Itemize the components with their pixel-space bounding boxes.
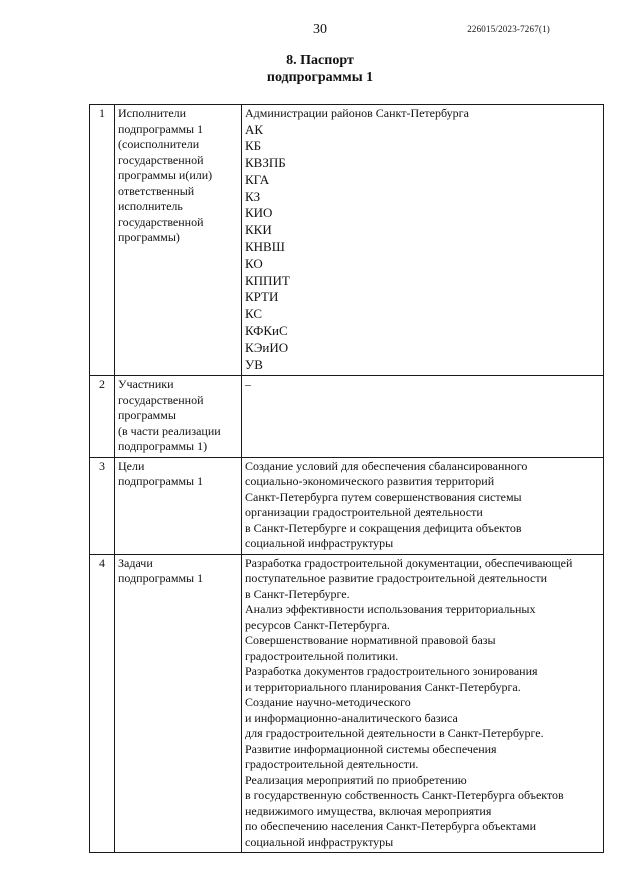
- section-title-line-2: подпрограммы 1: [266, 70, 374, 85]
- label-line: (соисполнители: [118, 137, 200, 151]
- label-line: подпрограммы 1: [118, 121, 204, 136]
- row-value: [242, 457, 604, 554]
- row-number: 1: [90, 105, 115, 376]
- section-title: [0, 52, 640, 86]
- label-line: Исполнители: [118, 106, 187, 120]
- value-line: КЗ: [245, 188, 261, 204]
- value-line: ККИ: [245, 222, 272, 238]
- value-line: Администрации районов Санкт-Петербурга: [245, 106, 469, 120]
- value-line: в государственную собственность Санкт-Петербурга объектов: [245, 788, 564, 803]
- label-line: подпрограммы 1: [118, 571, 204, 586]
- row-label: [115, 376, 242, 458]
- page-number: 30: [313, 22, 327, 37]
- value-line: Реализация мероприятий по приобретению: [245, 772, 467, 787]
- value-line: КС: [245, 306, 263, 322]
- row-value: [242, 376, 604, 458]
- value-line: ресурсов Санкт-Петербурга.: [245, 617, 390, 632]
- row-value: [242, 105, 604, 376]
- value-line: КО: [245, 255, 263, 271]
- value-line: в Санкт-Петербурге.: [245, 586, 350, 601]
- label-line: Цели: [118, 458, 145, 473]
- table-row: [90, 376, 604, 458]
- value-line: социальной инфраструктуры: [245, 834, 394, 849]
- value-line: для градостроительной деятельности в Санкт-Петербурге.: [245, 726, 544, 741]
- document-code: 226015/2023-7267(1): [467, 24, 550, 34]
- table-row: [90, 457, 604, 554]
- section-title-line-1: 8. Паспорт: [286, 53, 354, 68]
- label-line: государственной: [118, 152, 204, 167]
- value-line: КЭиИО: [245, 339, 289, 355]
- row-label: [115, 457, 242, 554]
- row-number: 4: [90, 554, 115, 853]
- row-label: [115, 554, 242, 853]
- value-line: КГА: [245, 171, 270, 187]
- value-line: социально-экономического развития территорий: [245, 474, 495, 489]
- label-line: (в части реализации: [118, 423, 221, 438]
- value-line: КНВШ: [245, 239, 285, 255]
- row-value: [242, 554, 604, 853]
- value-line: Совершенствование нормативной правовой базы: [245, 633, 496, 648]
- label-line: программы: [118, 408, 176, 423]
- value-line: и информационно-аналитического базиса: [245, 710, 458, 725]
- value-line: Анализ эффективности использования территориальных: [245, 602, 536, 617]
- value-line: УВ: [245, 356, 263, 372]
- value-line: Разработка градостроительной документации, обеспечивающей: [245, 555, 573, 570]
- value-line: Санкт-Петербурга путем совершенствования системы: [245, 489, 522, 504]
- label-line: государственной: [118, 392, 204, 407]
- value-line: в Санкт-Петербурге и сокращения дефицита объектов: [245, 520, 522, 535]
- value-line: градостроительной политики.: [245, 648, 399, 663]
- value-line: КППИТ: [245, 272, 290, 288]
- table-row: [90, 554, 604, 853]
- value-line: градостроительной деятельности.: [245, 757, 419, 772]
- label-line: государственной: [118, 214, 204, 229]
- row-label: [115, 105, 242, 376]
- row-number: 2: [90, 376, 115, 458]
- row-number: 3: [90, 457, 115, 554]
- label-line: исполнитель: [118, 199, 183, 213]
- label-line: программы): [118, 230, 180, 244]
- value-line: Разработка документов градостроительного зонирования: [245, 664, 538, 679]
- value-line: КИО: [245, 205, 273, 221]
- value-line: АК: [245, 121, 264, 137]
- value-line: –: [245, 377, 251, 392]
- label-line: подпрограммы 1): [118, 439, 208, 454]
- label-line: ответственный: [118, 183, 195, 198]
- passport-table: [89, 104, 604, 853]
- value-line: КБ: [245, 138, 262, 154]
- value-line: по обеспечению населения Санкт-Петербурга объектами: [245, 819, 537, 834]
- label-line: программы и(или): [118, 168, 213, 182]
- value-line: организации градостроительной деятельности: [245, 505, 483, 520]
- value-line: и территориального планирования Санкт-Петербурга.: [245, 679, 521, 694]
- value-line: Создание условий для обеспечения сбалансированного: [245, 458, 528, 473]
- table-row: [90, 105, 604, 376]
- value-line: КФКиС: [245, 323, 288, 339]
- value-line: Развитие информационной системы обеспечения: [245, 741, 497, 756]
- value-line: недвижимого имущества, включая мероприятия: [245, 803, 492, 818]
- label-line: подпрограммы 1: [118, 474, 204, 489]
- value-line: КВЗПБ: [245, 155, 286, 171]
- value-line: КРТИ: [245, 289, 279, 305]
- label-line: Участники: [118, 377, 174, 392]
- value-line: поступательное развитие градостроительной деятельности: [245, 571, 548, 586]
- value-line: социальной инфраструктуры: [245, 536, 394, 551]
- label-line: Задачи: [118, 555, 153, 570]
- value-line: Создание научно-методического: [245, 695, 411, 710]
